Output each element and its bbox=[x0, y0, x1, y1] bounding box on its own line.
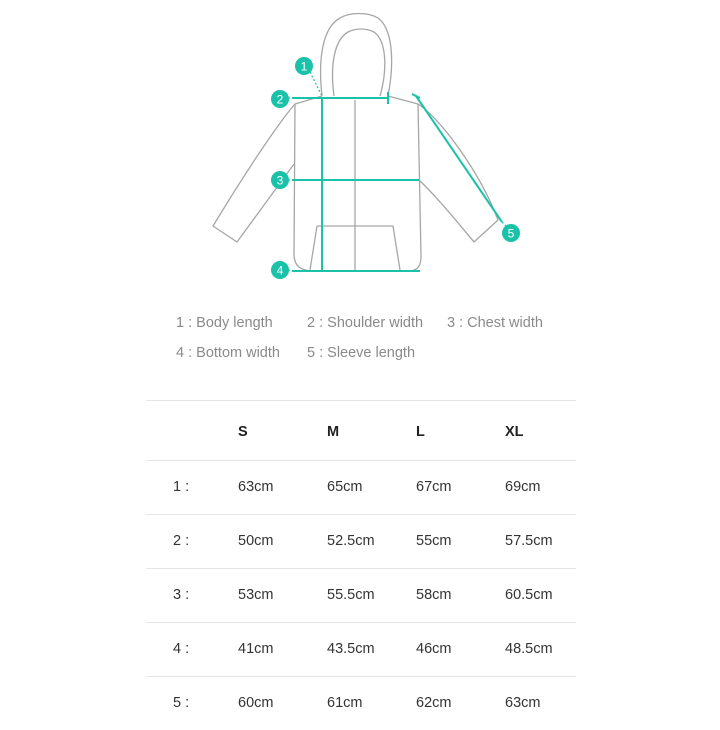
table-cell: 60.5cm bbox=[505, 587, 553, 603]
marker-4-label: 4 bbox=[276, 263, 284, 278]
header-size-xl: XL bbox=[505, 424, 524, 440]
marker-4 bbox=[271, 261, 289, 279]
legend-body-length: 1 : Body length bbox=[176, 315, 273, 331]
table-cell: 48.5cm bbox=[505, 641, 553, 657]
table-cell: 61cm bbox=[327, 695, 363, 711]
legend-chest-width: 3 : Chest width bbox=[447, 315, 543, 331]
header-size-l: L bbox=[416, 424, 425, 440]
table-cell: 46cm bbox=[416, 641, 452, 657]
sleeve-length-line bbox=[416, 96, 502, 222]
legend-sleeve-length: 5 : Sleeve length bbox=[307, 345, 416, 361]
table-row bbox=[146, 460, 576, 514]
table-cell: 57.5cm bbox=[505, 533, 553, 549]
size-chart-table bbox=[146, 400, 576, 730]
table-cell: 43.5cm bbox=[327, 641, 375, 657]
legend-bottom-width: 4 : Bottom width bbox=[176, 345, 280, 361]
header-size-s: S bbox=[238, 424, 248, 440]
jacket-measurement-diagram bbox=[0, 0, 720, 300]
jacket-outline bbox=[213, 14, 498, 272]
table-cell: 63cm bbox=[505, 695, 541, 711]
hood-inner-outline bbox=[333, 29, 385, 96]
marker-1-label: 1 bbox=[300, 59, 308, 74]
table-cell: 62cm bbox=[416, 695, 452, 711]
row-label: 1 : bbox=[173, 479, 190, 495]
row-label: 3 : bbox=[173, 587, 190, 603]
marker-3 bbox=[271, 171, 289, 189]
table-row bbox=[146, 676, 576, 730]
table-cell: 41cm bbox=[238, 641, 274, 657]
table-cell: 65cm bbox=[327, 479, 363, 495]
measurement-lines bbox=[292, 92, 502, 271]
table-row bbox=[146, 568, 576, 622]
marker-1 bbox=[295, 57, 313, 75]
right-sleeve-outline bbox=[418, 104, 498, 242]
table-header-row bbox=[146, 400, 576, 460]
row-label: 2 : bbox=[173, 533, 190, 549]
marker-5-label: 5 bbox=[507, 226, 515, 241]
marker-2 bbox=[271, 90, 289, 108]
marker-5 bbox=[502, 224, 520, 242]
header-size-m: M bbox=[327, 424, 340, 440]
hood-outline bbox=[321, 14, 392, 97]
table-cell: 67cm bbox=[416, 479, 452, 495]
row-label: 5 : bbox=[173, 695, 190, 711]
body-outline bbox=[294, 96, 421, 271]
marker-2-label: 2 bbox=[276, 92, 284, 107]
table-cell: 55cm bbox=[416, 533, 452, 549]
table-cell: 52.5cm bbox=[327, 533, 375, 549]
table-cell: 63cm bbox=[238, 479, 274, 495]
table-cell: 53cm bbox=[238, 587, 274, 603]
table-row bbox=[146, 622, 576, 676]
table-cell: 50cm bbox=[238, 533, 274, 549]
legend-shoulder-width: 2 : Shoulder width bbox=[307, 315, 424, 331]
table-row bbox=[146, 514, 576, 568]
table-cell: 69cm bbox=[505, 479, 541, 495]
table-cell: 58cm bbox=[416, 587, 452, 603]
table-cell: 60cm bbox=[238, 695, 274, 711]
row-label: 4 : bbox=[173, 641, 190, 657]
marker-3-label: 3 bbox=[276, 173, 284, 188]
table-cell: 55.5cm bbox=[327, 587, 375, 603]
